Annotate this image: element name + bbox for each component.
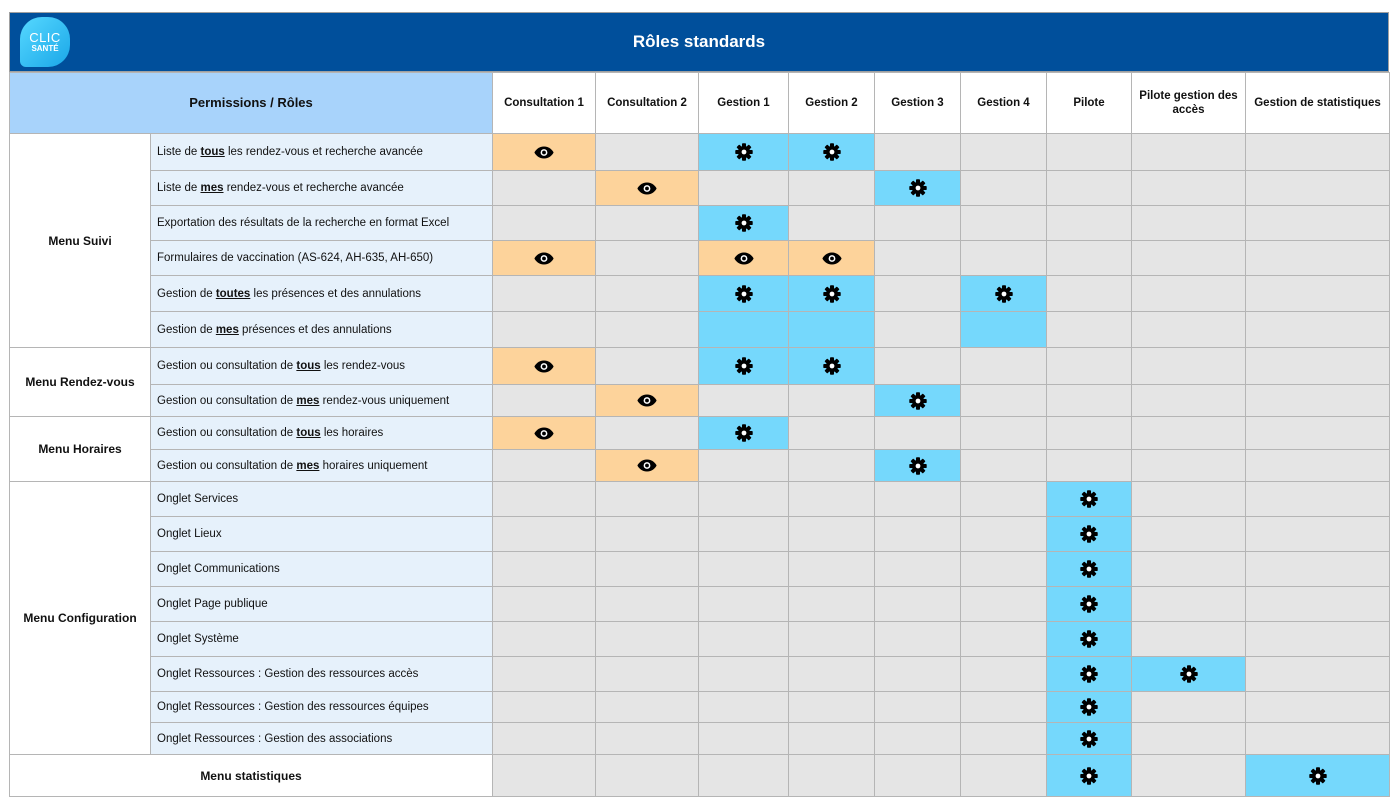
permission-cell <box>1047 482 1132 517</box>
permission-cell <box>875 587 961 622</box>
permission-cell <box>1246 723 1390 755</box>
permission-cell <box>789 206 875 241</box>
permission-cell <box>789 482 875 517</box>
permission-cell <box>596 755 699 797</box>
table-row <box>10 206 1390 241</box>
permission-label <box>151 517 493 552</box>
gear-icon <box>1309 767 1327 785</box>
permission-cell <box>789 587 875 622</box>
permissions-document <box>9 12 1389 797</box>
permission-label <box>151 587 493 622</box>
permission-cell <box>493 587 596 622</box>
gear-icon <box>823 285 841 303</box>
permission-cell <box>1246 622 1390 657</box>
permission-cell <box>789 134 875 171</box>
permission-cell <box>699 755 789 797</box>
permission-label <box>151 206 493 241</box>
permission-label <box>151 348 493 385</box>
permission-cell <box>1132 171 1246 206</box>
table-row <box>10 482 1390 517</box>
permission-cell <box>1246 385 1390 417</box>
label-text: Exportation des résultats de la recherche en format Excel <box>157 217 450 229</box>
permission-cell <box>789 312 875 348</box>
permission-cell <box>1047 134 1132 171</box>
label-text: Gestion ou consultation de <box>157 394 297 407</box>
permission-cell <box>875 482 961 517</box>
eye-icon <box>637 182 657 195</box>
permission-label <box>151 482 493 517</box>
role-header: Consultation 1 <box>493 73 596 134</box>
permission-label <box>151 241 493 276</box>
permission-cell <box>699 482 789 517</box>
permission-cell <box>699 276 789 312</box>
permission-cell <box>961 755 1047 797</box>
permission-cell <box>961 587 1047 622</box>
permission-cell <box>1132 241 1246 276</box>
permission-cell <box>1132 385 1246 417</box>
permission-cell <box>1246 692 1390 723</box>
permission-cell <box>1047 348 1132 385</box>
permission-label <box>151 622 493 657</box>
permission-cell <box>1132 622 1246 657</box>
permission-cell <box>789 657 875 692</box>
permission-cell <box>699 134 789 171</box>
label-text: Onglet Système <box>157 633 239 645</box>
table-body <box>10 134 1390 797</box>
gear-icon <box>735 143 753 161</box>
clic-sante-logo <box>20 17 70 67</box>
permission-label <box>151 450 493 482</box>
permission-cell <box>1047 755 1132 797</box>
permission-cell <box>1132 755 1246 797</box>
permission-cell <box>493 692 596 723</box>
label-emphasis: tous <box>296 427 321 439</box>
permission-cell <box>493 755 596 797</box>
gear-icon <box>1080 698 1098 716</box>
label-text-suffix: rendez-vous et recherche avancée <box>223 182 404 194</box>
permission-cell <box>961 657 1047 692</box>
permission-label <box>151 723 493 755</box>
permission-cell <box>1132 134 1246 171</box>
role-header: Gestion 1 <box>699 73 789 134</box>
permission-cell <box>699 312 789 348</box>
permission-cell <box>596 206 699 241</box>
label-text: Liste de <box>157 146 201 158</box>
permission-cell <box>1246 241 1390 276</box>
permission-cell <box>1246 312 1390 348</box>
permission-cell <box>1047 450 1132 482</box>
label-text: Gestion ou consultation de <box>157 427 297 439</box>
table-row <box>10 450 1390 482</box>
logo-line2: SANTÉ <box>31 44 59 53</box>
eye-icon <box>534 146 554 159</box>
permission-cell <box>961 517 1047 552</box>
permission-cell <box>596 241 699 276</box>
permission-cell <box>493 348 596 385</box>
permission-cell <box>596 276 699 312</box>
permission-label <box>151 171 493 206</box>
permission-cell <box>1047 241 1132 276</box>
permission-cell <box>699 723 789 755</box>
permission-label <box>151 552 493 587</box>
permission-cell <box>596 723 699 755</box>
table-row <box>10 348 1390 385</box>
permission-cell <box>1132 517 1246 552</box>
permission-cell <box>1132 657 1246 692</box>
permission-cell <box>875 276 961 312</box>
permission-cell <box>961 312 1047 348</box>
permission-label <box>151 692 493 723</box>
permission-cell <box>699 171 789 206</box>
label-text-suffix: les présences et des annulations <box>250 287 422 300</box>
label-text-suffix: rendez-vous uniquement <box>319 394 450 407</box>
header-row <box>10 73 1390 134</box>
label-text: Liste de <box>157 182 201 194</box>
permission-cell <box>1132 417 1246 450</box>
permission-cell <box>961 723 1047 755</box>
permission-cell <box>1246 552 1390 587</box>
permission-cell <box>1246 450 1390 482</box>
permission-cell <box>493 657 596 692</box>
permission-cell <box>493 385 596 417</box>
gear-icon <box>1080 730 1098 748</box>
gear-icon <box>735 357 753 375</box>
permission-cell <box>789 755 875 797</box>
label-emphasis: mes <box>296 394 320 407</box>
role-header: Gestion 2 <box>789 73 875 134</box>
permission-cell <box>875 348 961 385</box>
permission-cell <box>875 723 961 755</box>
table-row <box>10 276 1390 312</box>
label-text: Onglet Services <box>157 493 239 505</box>
permission-cell <box>875 622 961 657</box>
gear-icon <box>1080 630 1098 648</box>
permissions-table <box>9 72 1390 797</box>
permission-label <box>151 312 493 348</box>
permission-cell <box>493 450 596 482</box>
permission-cell <box>1246 417 1390 450</box>
label-text: Onglet Ressources : Gestion des ressources accès <box>157 668 419 680</box>
gear-icon <box>1180 665 1198 683</box>
gear-icon <box>1080 525 1098 543</box>
table-row <box>10 385 1390 417</box>
permission-cell <box>1047 587 1132 622</box>
permission-cell <box>1047 692 1132 723</box>
permission-cell <box>596 517 699 552</box>
permission-cell <box>493 622 596 657</box>
permission-cell <box>493 552 596 587</box>
permission-cell <box>1047 657 1132 692</box>
permission-cell <box>699 517 789 552</box>
label-text: Onglet Ressources : Gestion des associations <box>157 732 393 745</box>
permission-cell <box>961 692 1047 723</box>
permission-cell <box>961 552 1047 587</box>
label-text: Onglet Lieux <box>157 528 222 540</box>
permission-cell <box>1047 385 1132 417</box>
menu-group-label: Menu Rendez-vous <box>10 348 151 417</box>
permission-cell <box>699 385 789 417</box>
permission-cell <box>789 723 875 755</box>
permission-cell <box>596 385 699 417</box>
label-emphasis: mes <box>215 323 239 336</box>
permission-cell <box>1246 587 1390 622</box>
permission-cell <box>596 312 699 348</box>
page-title: Rôles standards <box>632 32 766 51</box>
permission-cell <box>1246 755 1390 797</box>
label-text: Formulaires de vaccination (AS-624, AH-635, AH-650) <box>157 252 434 264</box>
permission-cell <box>493 482 596 517</box>
permission-cell <box>789 385 875 417</box>
menu-group-label: Menu Configuration <box>10 482 151 755</box>
permission-cell <box>789 450 875 482</box>
permission-cell <box>961 206 1047 241</box>
table-row <box>10 417 1390 450</box>
table-row <box>10 723 1390 755</box>
table-row <box>10 312 1390 348</box>
table-row <box>10 587 1390 622</box>
permission-cell <box>699 657 789 692</box>
permission-cell <box>875 241 961 276</box>
gear-icon <box>909 457 927 475</box>
permission-cell <box>699 417 789 450</box>
permission-cell <box>875 312 961 348</box>
eye-icon <box>534 360 554 373</box>
eye-icon <box>534 252 554 265</box>
permission-cell <box>1246 276 1390 312</box>
permission-cell <box>961 482 1047 517</box>
permission-cell <box>596 134 699 171</box>
permission-cell <box>1047 622 1132 657</box>
permission-cell <box>596 657 699 692</box>
role-header: Consultation 2 <box>596 73 699 134</box>
permission-cell <box>961 385 1047 417</box>
permission-cell <box>699 450 789 482</box>
permission-cell <box>1246 517 1390 552</box>
label-text-suffix: les horaires <box>320 427 384 439</box>
permission-cell <box>699 206 789 241</box>
permission-cell <box>789 622 875 657</box>
permission-cell <box>789 276 875 312</box>
table-row <box>10 171 1390 206</box>
permission-cell <box>596 482 699 517</box>
table-row <box>10 241 1390 276</box>
permission-cell <box>875 206 961 241</box>
permission-cell <box>699 241 789 276</box>
permission-cell <box>789 348 875 385</box>
label-text: Gestion ou consultation de <box>157 459 297 472</box>
gear-icon <box>735 285 753 303</box>
permission-cell <box>1132 587 1246 622</box>
permission-cell <box>789 552 875 587</box>
gear-icon <box>1080 560 1098 578</box>
permission-cell <box>493 134 596 171</box>
eye-icon <box>637 459 657 472</box>
permission-cell <box>1132 482 1246 517</box>
permission-cell <box>1246 482 1390 517</box>
permission-cell <box>875 517 961 552</box>
permission-cell <box>596 171 699 206</box>
permission-cell <box>1047 171 1132 206</box>
label-text: Gestion de <box>157 287 216 300</box>
permission-cell <box>1132 348 1246 385</box>
permission-cell <box>493 171 596 206</box>
role-header: Pilote <box>1047 73 1132 134</box>
table-row <box>10 657 1390 692</box>
permission-cell <box>961 450 1047 482</box>
permission-cell <box>789 171 875 206</box>
label-text-suffix: les rendez-vous <box>320 360 406 372</box>
eye-icon <box>637 394 657 407</box>
permission-cell <box>961 622 1047 657</box>
permission-cell <box>493 723 596 755</box>
label-emphasis: mes <box>296 459 320 472</box>
table-row-statistics <box>10 755 1390 797</box>
permission-cell <box>596 348 699 385</box>
role-header: Gestion de statistiques <box>1246 73 1390 134</box>
menu-statistics-label: Menu statistiques <box>10 755 493 797</box>
permission-cell <box>875 552 961 587</box>
permission-cell <box>493 206 596 241</box>
permission-cell <box>1132 450 1246 482</box>
permission-label <box>151 134 493 171</box>
gear-icon <box>1080 490 1098 508</box>
menu-group-label: Menu Suivi <box>10 134 151 348</box>
menu-group-label: Menu Horaires <box>10 417 151 482</box>
permission-cell <box>875 657 961 692</box>
permission-label <box>151 385 493 417</box>
gear-icon <box>823 357 841 375</box>
table-row <box>10 517 1390 552</box>
permission-cell <box>596 622 699 657</box>
permission-cell <box>596 417 699 450</box>
eye-icon <box>734 252 754 265</box>
label-text: Onglet Communications <box>157 563 280 575</box>
permission-cell <box>699 587 789 622</box>
permission-cell <box>596 552 699 587</box>
permission-cell <box>1246 657 1390 692</box>
permission-cell <box>1047 276 1132 312</box>
eye-icon <box>822 252 842 265</box>
label-emphasis: mes <box>200 182 224 194</box>
permission-cell <box>1047 517 1132 552</box>
permission-cell <box>1047 552 1132 587</box>
permission-cell <box>596 450 699 482</box>
role-header: Pilote gestion des accès <box>1132 73 1246 134</box>
title-bar <box>9 12 1389 72</box>
permission-cell <box>596 692 699 723</box>
gear-icon <box>909 392 927 410</box>
permission-cell <box>961 171 1047 206</box>
permission-cell <box>789 417 875 450</box>
permission-cell <box>596 587 699 622</box>
permission-cell <box>875 692 961 723</box>
permission-label <box>151 276 493 312</box>
label-text-suffix: les rendez-vous et recherche avancée <box>224 146 423 158</box>
table-row <box>10 692 1390 723</box>
gear-icon <box>909 179 927 197</box>
permission-cell <box>1132 312 1246 348</box>
permission-cell <box>1132 206 1246 241</box>
permission-cell <box>875 755 961 797</box>
label-text: Onglet Page publique <box>157 598 268 610</box>
label-text-suffix: horaires uniquement <box>319 459 428 472</box>
label-text: Gestion ou consultation de <box>157 360 297 372</box>
label-emphasis: toutes <box>215 287 251 300</box>
eye-icon <box>534 427 554 440</box>
label-text-suffix: présences et des annulations <box>238 323 392 336</box>
gear-icon <box>735 424 753 442</box>
permission-cell <box>1047 417 1132 450</box>
table-row <box>10 134 1390 171</box>
permission-cell <box>961 417 1047 450</box>
permission-cell <box>1132 552 1246 587</box>
gear-icon <box>995 285 1013 303</box>
permission-cell <box>961 241 1047 276</box>
gear-icon <box>1080 767 1098 785</box>
permission-cell <box>493 517 596 552</box>
logo-line1: CLIC <box>29 30 61 45</box>
permission-cell <box>789 241 875 276</box>
permission-cell <box>875 134 961 171</box>
permission-cell <box>875 171 961 206</box>
permission-cell <box>1132 276 1246 312</box>
gear-icon <box>735 214 753 232</box>
permission-cell <box>493 312 596 348</box>
permission-cell <box>1047 312 1132 348</box>
permission-cell <box>789 692 875 723</box>
permission-cell <box>493 417 596 450</box>
permission-cell <box>699 348 789 385</box>
gear-icon <box>823 143 841 161</box>
permission-cell <box>1246 348 1390 385</box>
permission-cell <box>493 276 596 312</box>
permission-cell <box>699 622 789 657</box>
gear-icon <box>1080 665 1098 683</box>
permission-cell <box>875 417 961 450</box>
permission-cell <box>961 276 1047 312</box>
permission-cell <box>493 241 596 276</box>
permission-label <box>151 657 493 692</box>
label-emphasis: tous <box>296 360 321 372</box>
permission-cell <box>1246 171 1390 206</box>
permission-cell <box>1246 206 1390 241</box>
permission-cell <box>699 552 789 587</box>
permission-cell <box>1246 134 1390 171</box>
permission-cell <box>1047 723 1132 755</box>
role-header: Gestion 3 <box>875 73 961 134</box>
permission-cell <box>1047 206 1132 241</box>
table-row <box>10 552 1390 587</box>
permission-cell <box>875 450 961 482</box>
permission-cell <box>1132 692 1246 723</box>
permission-cell <box>699 692 789 723</box>
label-text: Gestion de <box>157 323 216 336</box>
permission-cell <box>789 517 875 552</box>
permission-cell <box>1132 723 1246 755</box>
permission-cell <box>961 348 1047 385</box>
permission-cell <box>875 385 961 417</box>
table-row <box>10 622 1390 657</box>
gear-icon <box>1080 595 1098 613</box>
corner-header: Permissions / Rôles <box>10 73 493 134</box>
permission-cell <box>961 134 1047 171</box>
permission-label <box>151 417 493 450</box>
label-emphasis: tous <box>200 146 225 158</box>
role-header: Gestion 4 <box>961 73 1047 134</box>
label-text: Onglet Ressources : Gestion des ressources équipes <box>157 701 429 713</box>
